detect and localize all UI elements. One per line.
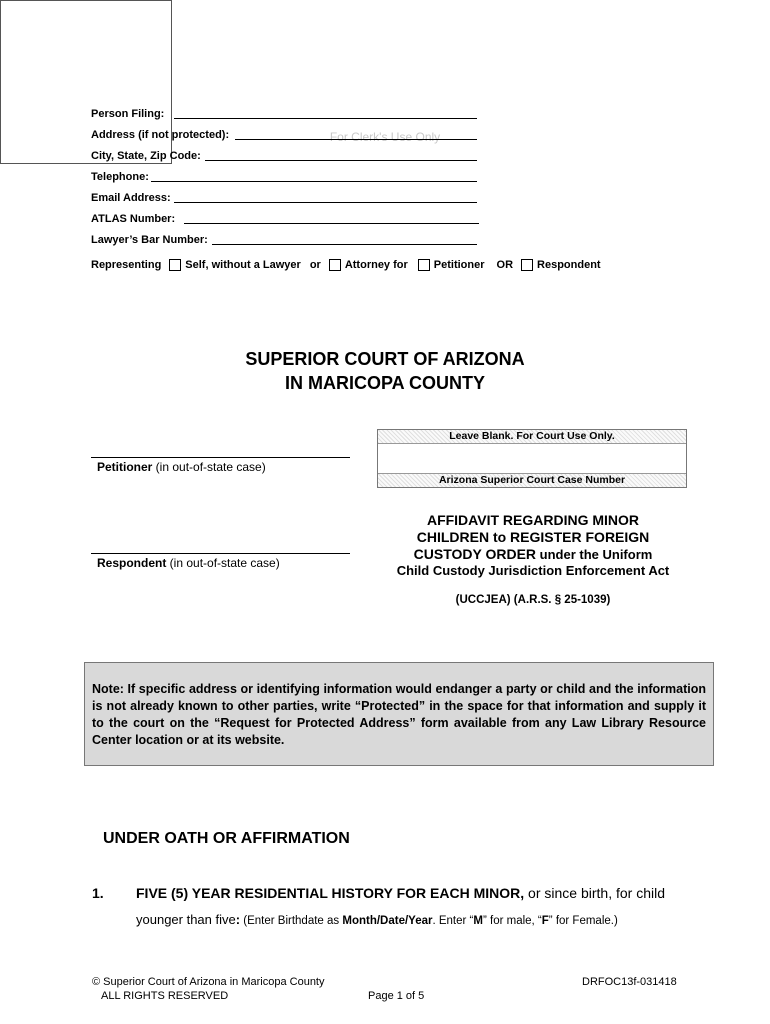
affidavit-title-line1: AFFIDAVIT REGARDING MINOR bbox=[426, 512, 640, 528]
protected-info-note: Note: If specific address or identifying information would endanger a party or child and the information is not already known to other parties, write “Protected” in the space for that information and supply it to the court on the “Request for Protected Address” form available from any Law Library Resource Center location or at its website. bbox=[84, 662, 714, 766]
petitioner-label: Petitioner bbox=[433, 259, 485, 271]
self-label: Self, without a Lawyer bbox=[185, 259, 301, 271]
item-1-heading bbox=[136, 885, 665, 901]
affidavit-title bbox=[378, 512, 688, 579]
representing-row bbox=[91, 259, 601, 271]
bar-number-field[interactable] bbox=[212, 244, 477, 245]
item-1-instr-4: ” for Female.) bbox=[548, 915, 618, 927]
item-1-heading-rest: or since birth, for child bbox=[524, 885, 666, 901]
telephone-field[interactable] bbox=[151, 181, 477, 182]
city-state-zip-label: City, State, Zip Code: bbox=[91, 150, 201, 162]
item-1-instr-3: ” for male, “ bbox=[482, 915, 542, 927]
clerk-use-label: For Clerk's Use Only bbox=[329, 130, 441, 144]
item-1-instr-1: (Enter Birthdate as bbox=[240, 915, 343, 927]
item-1-instr-mdy: Month/Date/Year bbox=[342, 915, 433, 927]
case-number-box bbox=[377, 429, 687, 488]
address-field[interactable] bbox=[235, 139, 477, 140]
item-1-instr-m: M bbox=[473, 915, 483, 927]
petitioner-caption bbox=[97, 460, 266, 474]
petitioner-caption-note: (in out-of-state case) bbox=[152, 460, 266, 474]
item-1-instr-f: F bbox=[541, 915, 549, 927]
footer-page-number: Page 1 of 5 bbox=[368, 990, 425, 1002]
self-checkbox[interactable] bbox=[169, 259, 181, 271]
attorney-label: Attorney for bbox=[344, 259, 408, 271]
item-1-heading-bold: FIVE (5) YEAR RESIDENTIAL HISTORY FOR EACH MINOR, bbox=[136, 885, 525, 901]
respondent-label: Respondent bbox=[537, 259, 601, 271]
footer-rights: ALL RIGHTS RESERVED bbox=[101, 990, 229, 1002]
affidavit-title-line3 bbox=[378, 546, 688, 563]
representing-label: Representing bbox=[91, 259, 162, 271]
item-1-instr-2: . Enter “ bbox=[432, 915, 474, 927]
oath-heading: UNDER OATH OR AFFIRMATION bbox=[103, 830, 350, 847]
atlas-number-field[interactable] bbox=[184, 223, 479, 224]
telephone-label: Telephone: bbox=[91, 171, 149, 183]
petitioner-checkbox[interactable] bbox=[418, 259, 430, 271]
court-title bbox=[0, 347, 770, 395]
city-state-zip-field[interactable] bbox=[205, 160, 477, 161]
item-1-number: 1. bbox=[92, 885, 104, 901]
affidavit-title-line3a: CUSTODY ORDER bbox=[413, 546, 537, 562]
case-box-top-label: Leave Blank. For Court Use Only. bbox=[378, 430, 686, 444]
footer-copyright: © Superior Court of Arizona in Maricopa County bbox=[92, 976, 325, 988]
email-field[interactable] bbox=[174, 202, 477, 203]
case-number-field[interactable] bbox=[378, 444, 686, 474]
respondent-checkbox[interactable] bbox=[521, 259, 533, 271]
or-text-2: OR bbox=[496, 259, 514, 271]
petitioner-caption-bold: Petitioner bbox=[97, 460, 153, 474]
court-title-line2: IN MARICOPA COUNTY bbox=[285, 373, 485, 393]
affidavit-title-line4: Child Custody Jurisdiction Enforcement Act bbox=[396, 563, 670, 578]
respondent-caption-note: (in out-of-state case) bbox=[166, 556, 280, 570]
affidavit-title-line2: CHILDREN to REGISTER FOREIGN bbox=[416, 529, 650, 545]
email-label: Email Address: bbox=[91, 192, 171, 204]
footer-form-code: DRFOC13f-031418 bbox=[582, 976, 677, 988]
statute-citation: (UCCJEA) (A.R.S. § 25-1039) bbox=[455, 594, 611, 606]
item-1-instructions bbox=[136, 912, 618, 927]
affidavit-title-line3b: under the Uniform bbox=[536, 547, 653, 562]
address-label: Address (if not protected): bbox=[91, 129, 230, 141]
bar-number-label: Lawyer’s Bar Number: bbox=[91, 234, 208, 246]
respondent-caption-bold: Respondent bbox=[97, 556, 167, 570]
item-1-colon: : bbox=[235, 912, 241, 927]
person-filing-label: Person Filing: bbox=[91, 108, 165, 120]
person-filing-field[interactable] bbox=[174, 118, 477, 119]
petitioner-name-field[interactable] bbox=[91, 457, 350, 458]
respondent-name-field[interactable] bbox=[91, 553, 350, 554]
case-box-bottom-label: Arizona Superior Court Case Number bbox=[378, 473, 686, 487]
or-text: or bbox=[309, 259, 321, 271]
atlas-number-label: ATLAS Number: bbox=[91, 213, 176, 225]
respondent-caption bbox=[97, 556, 280, 570]
item-1-line2-start: younger than five bbox=[136, 912, 236, 927]
attorney-checkbox[interactable] bbox=[329, 259, 341, 271]
court-title-line1: SUPERIOR COURT OF ARIZONA bbox=[245, 349, 525, 369]
